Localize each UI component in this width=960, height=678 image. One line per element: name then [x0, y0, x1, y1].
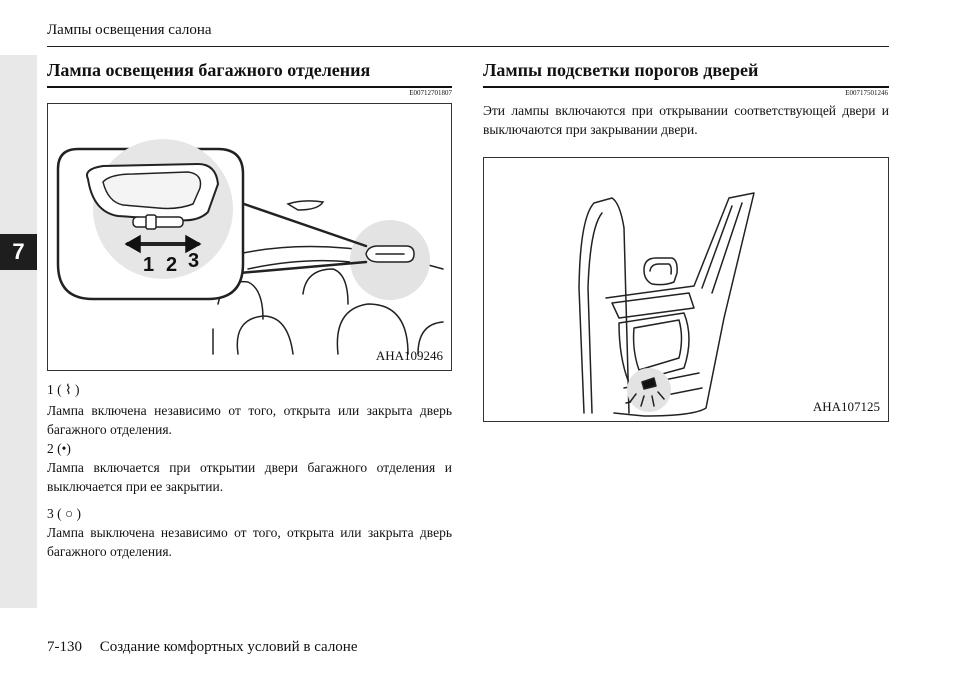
list-item-text-1: Лампа включена независимо от того, открыта или закрыта дверь багажного отделения. [47, 403, 452, 437]
list-item-text-3: Лампа выключена независимо от того, открыта или закрыта дверь багажного отделения. [47, 525, 452, 559]
switch-positions-list [47, 380, 452, 561]
list-item-head-1: 1 ( ⌇ ) [47, 382, 80, 397]
callout-number-3: 3 [188, 250, 200, 272]
list-item-head-3: 3 ( ○ ) [47, 506, 82, 521]
door-sill-description: Эти лампы включаются при открывании соответствующей двери и выключаются при закрывании двери. [483, 103, 889, 137]
section-title-door-sill-lamps: Лампы подсветки порогов дверей [483, 60, 759, 80]
section-code: E00712701807 [409, 89, 452, 97]
figure-label: AHA109246 [375, 348, 443, 363]
luggage-lamp-illustration [48, 104, 453, 372]
list-item-head-2: 2 (•) [47, 441, 71, 456]
figure-label: AHA107125 [812, 399, 880, 414]
header-rule [47, 46, 889, 47]
callout-number-2: 2 [166, 254, 178, 276]
door-sill-lamp-figure [483, 157, 889, 422]
section-title-luggage-lamp: Лампа освещения багажного отделения [47, 60, 371, 80]
section-code: E00717501246 [845, 89, 888, 97]
section-rule [483, 86, 889, 88]
page-footer [47, 639, 358, 656]
section-rule [47, 86, 452, 88]
door-sill-illustration [484, 158, 890, 423]
running-header: Лампы освещения салона [47, 22, 212, 38]
footer-section-title: Создание комфортных условий в салоне [99, 639, 358, 655]
chapter-number-badge: 7 [0, 234, 37, 270]
luggage-lamp-figure [47, 103, 452, 371]
page-number: 7-130 [47, 639, 82, 655]
callout-number-1: 1 [143, 254, 155, 276]
chapter-side-tab [0, 55, 37, 608]
list-item-text-2: Лампа включается при открытии двери багажного отделения и выключается при ее закрытии. [47, 460, 452, 494]
